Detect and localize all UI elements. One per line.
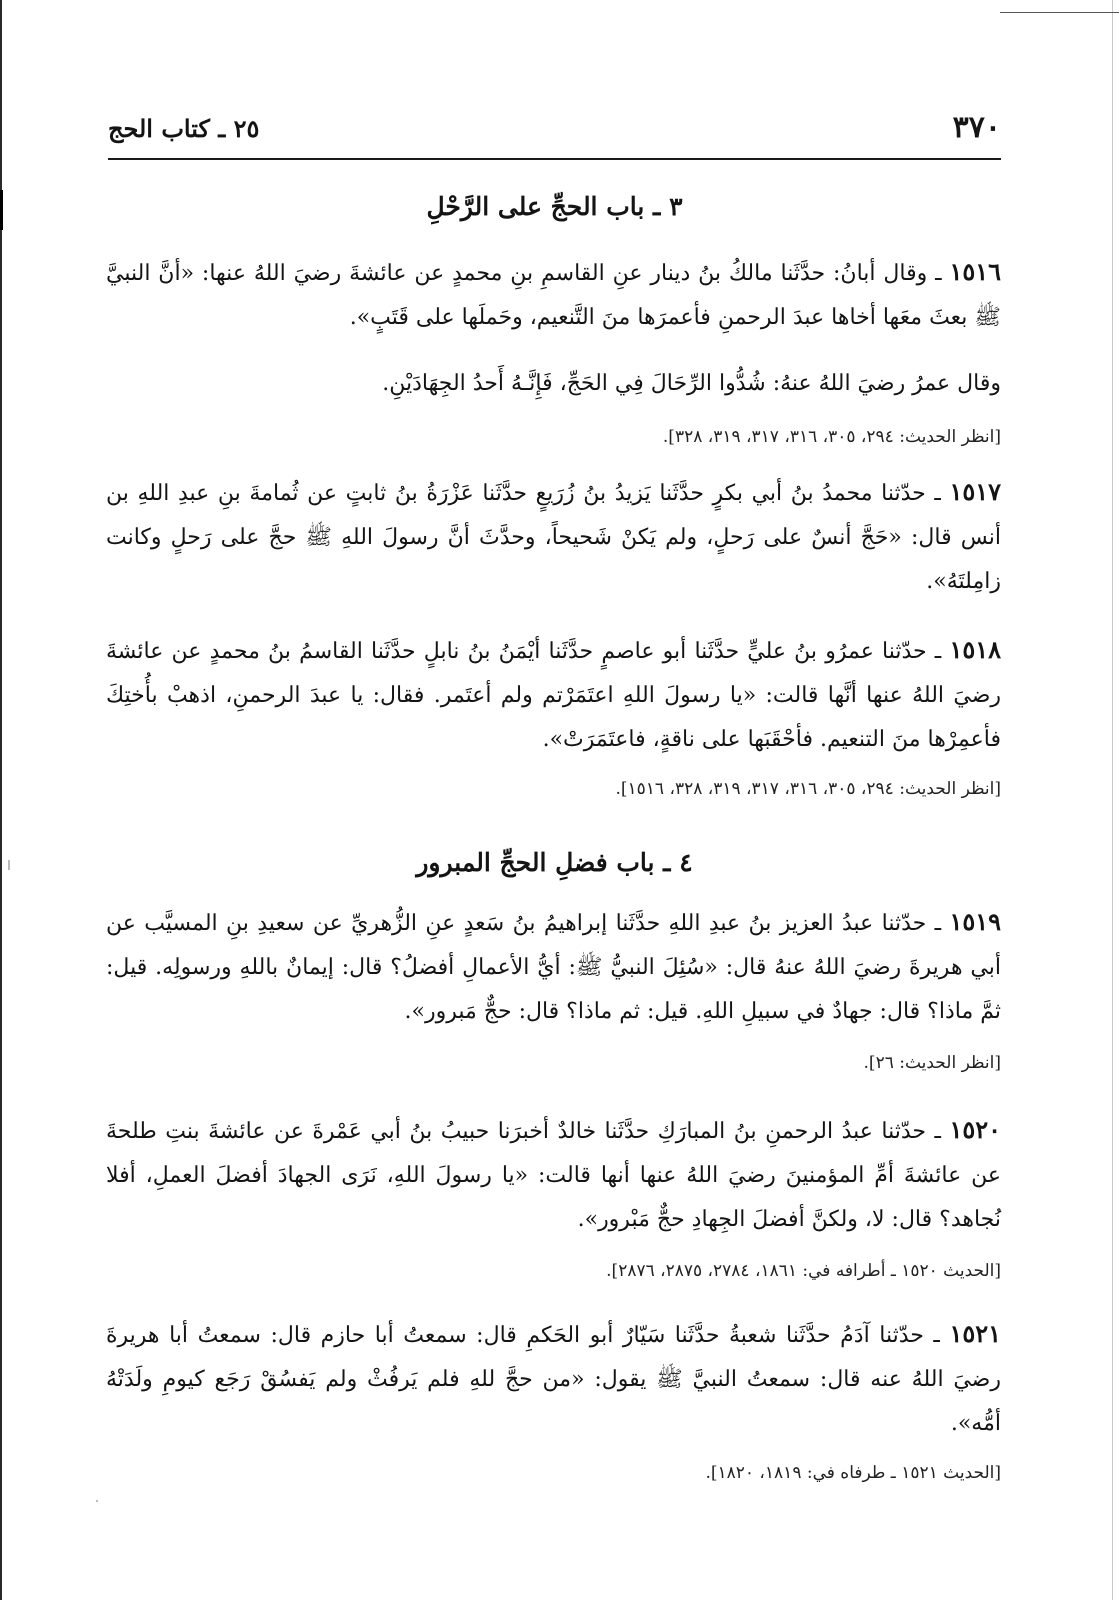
hadith-text: ـ حدّثنا عبدُ العزيز بنُ عبدِ اللهِ حدَّثَنا إبراهيمُ بنُ سَعدٍ عنِ الزُّهريِّ عن سعيدِ بنِ المسيَّب عن أبي هريرةَ رضيَ اللهُ عنهُ قال: «سُئِلَ النبيُّ ﷺ: أيُّ الأعمالِ أفضلُ؟ قال: إيمانٌ باللهِ ورسولِه. قيل: ثمَّ ماذا؟ قال: جهادٌ في سبيلِ اللهِ. قيل: ثم ماذا؟ قال: حجٌّ مَبرور». bbox=[106, 911, 1001, 1024]
running-title: ٢٥ ـ كتاب الحج bbox=[108, 114, 260, 143]
chapter-heading: ٣ ـ باب الحجِّ على الرَّحْلِ bbox=[426, 192, 683, 221]
hadith-1518-reference: [انظر الحديث: ٢٩٤، ٣٠٥، ٣١٦، ٣١٧، ٣١٩، ٣٢٨، ١٥١٦]. bbox=[615, 779, 1001, 799]
hadith-1516-reference: [انظر الحديث: ٢٩٤، ٣٠٥، ٣١٦، ٣١٧، ٣١٩، ٣٢٨]. bbox=[662, 427, 1001, 447]
hadith-1521 bbox=[106, 1312, 1001, 1446]
scan-speck bbox=[8, 860, 10, 870]
hadith-text: ـ حدّثنا عبدُ الرحمنِ بنُ المبارَكِ حدَّثَنا خالدٌ أخبرَنا حبيبُ بنُ أبي عَمْرةَ عن عائشةَ بنتِ طلحةَ عن عائشةَ أمِّ المؤمنينَ رضيَ اللهُ عنها أنها قالت: «يا رسولَ اللهِ، نَرَى الجهادَ أفضلَ العملِ، أفلا نُجاهد؟ قال: لا، ولكنَّ أفضلَ الجِهادِ حجٌّ مَبْرور». bbox=[106, 1119, 1001, 1232]
page-number: ٣٧٠ bbox=[952, 110, 1001, 145]
hadith-number: ١٥١٦ bbox=[949, 257, 1001, 286]
hadith-number: ١٥١٨ bbox=[949, 635, 1001, 664]
hadith-number: ١٥١٧ bbox=[949, 477, 1001, 506]
hadith-1517 bbox=[106, 470, 1001, 604]
header-rule bbox=[108, 158, 1001, 160]
hadith-1520 bbox=[106, 1108, 1001, 1242]
scan-left-mark bbox=[0, 190, 3, 230]
scan-speck bbox=[96, 1500, 98, 1502]
hadith-text: ـ حدّثنا محمدُ بنُ أبي بكرٍ حدَّثَنا يَزيدُ بنُ زُرَيعٍ حدَّثَنا عَزْرَةُ بنُ ثابتٍ عن ثُمامةَ بنِ عبدِ اللهِ بن أنس قال: «حَجَّ أنسٌ على رَحلٍ، ولم يَكنْ شَحيحاً، وحدَّثَ أنَّ رسولَ اللهِ ﷺ حجَّ على رَحلٍ وكانت زامِلتَهُ». bbox=[106, 481, 1001, 594]
hadith-1519-reference: [انظر الحديث: ٢٦]. bbox=[863, 1053, 1001, 1073]
page-header bbox=[108, 110, 1001, 154]
hadith-1520-reference: [الحديث ١٥٢٠ ـ أطرافه في: ١٨٦١، ٢٧٨٤، ٢٨٧٥، ٢٨٧٦]. bbox=[606, 1261, 1001, 1281]
chapter-heading: ٤ ـ باب فضلِ الحجِّ المبرور bbox=[416, 848, 693, 877]
hadith-1518 bbox=[106, 628, 1001, 762]
hadith-1516 bbox=[106, 250, 1001, 340]
hadith-1521-reference: [الحديث ١٥٢١ ـ طرفاه في: ١٨١٩، ١٨٢٠]. bbox=[705, 1463, 1001, 1483]
scan-left-edge bbox=[0, 0, 2, 1600]
hadith-text: ـ حدّثنا عمرُو بنُ عليٍّ حدَّثَنا أبو عاصمٍ حدَّثَنا أيْمَنُ بنُ نابلٍ حدَّثَنا القاسمُ بنُ محمدٍ عن عائشةَ رضيَ اللهُ عنها أنَّها قالت: «يا رسولَ اللهِ اعتَمَرْتم ولم أعتَمر. فقال: يا عبدَ الرحمنِ، اذهبْ بأُختِكَ فأعمِرْها منَ التنعيم. فأحْقَبَها على ناقةٍ، فاعتَمَرَتْ». bbox=[106, 639, 1001, 752]
hadith-text: ـ وقال أبانُ: حدَّثَنا مالكُ بنُ دينار عنِ القاسمِ بنِ محمدٍ عن عائشةَ رضيَ اللهُ عنها: «أنَّ النبيَّ ﷺ بعثَ معَها أخاها عبدَ الرحمنِ فأعمرَها منَ التَّنعيم، وحَملَها على قَتَبٍ». bbox=[106, 261, 1001, 330]
hadith-1516-comment: وقال عمرُ رضيَ اللهُ عنهُ: شُدُّوا الرِّحَالَ فِي الحَجِّ، فَإِنَّـهُ أَحدُ الجِهَادَيْنِ. bbox=[382, 371, 1001, 396]
hadith-1519 bbox=[106, 900, 1001, 1034]
scan-top-rule bbox=[1000, 12, 1119, 13]
hadith-text: ـ حدّثنا آدَمُ حدَّثَنا شعبةُ حدَّثَنا سَيّارٌ أبو الحَكمِ قال: سمعتُ أبا حازم قال: سمعتُ أبا هريرةَ رضيَ اللهُ عنه قال: سمعتُ النبيَّ ﷺ يقول: «من حجَّ للهِ فلم يَرفُثْ ولم يَفسُقْ رَجَع كيومِ ولَدَتْهُ أمُّه». bbox=[106, 1323, 1001, 1436]
hadith-number: ١٥٢١ bbox=[949, 1319, 1001, 1348]
hadith-number: ١٥١٩ bbox=[949, 907, 1001, 936]
hadith-number: ١٥٢٠ bbox=[949, 1115, 1001, 1144]
scan-right-edge bbox=[1112, 0, 1113, 1600]
